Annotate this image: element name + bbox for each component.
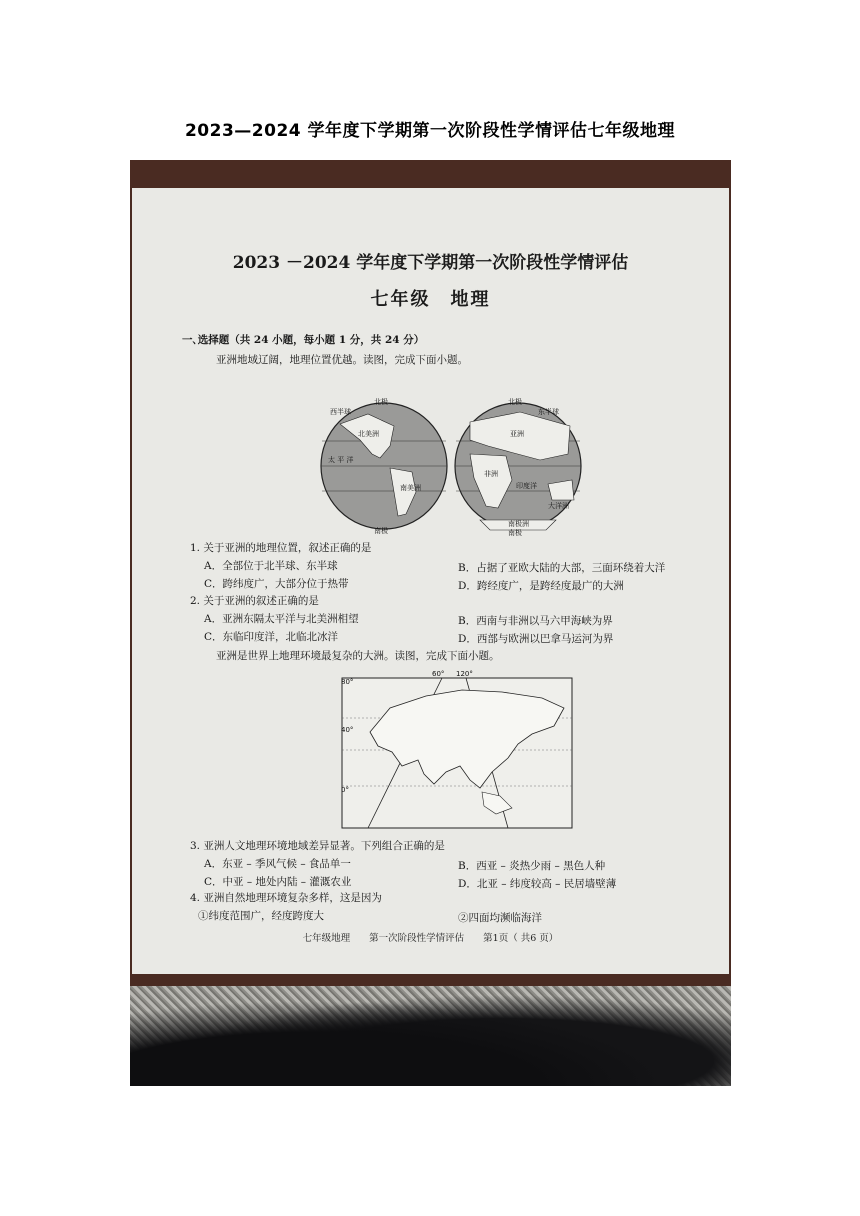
paper-title-line1: 2023 －2024 学年度下学期第一次阶段性学情评估 xyxy=(232,253,629,273)
document-title: 2023—2024 学年度下学期第一次阶段性学情评估七年级地理 xyxy=(184,121,676,141)
q2-stem: 2. 关于亚洲的叙述正确的是 xyxy=(190,595,319,607)
q1-option-b: B．占据了亚欧大陆的大部，三面环绕着大洋 xyxy=(458,562,666,574)
hemispheres-map xyxy=(320,396,586,536)
map1-label-pacific: 太 平 洋 xyxy=(328,456,354,464)
q4-statement-1: ①纬度范围广，经度跨度大 xyxy=(198,910,324,922)
q1-option-a: A．全部位于北半球、东半球 xyxy=(204,560,338,572)
map1-label-north-pole-left: 北极 xyxy=(374,398,388,406)
map1-label-north-america: 北美洲 xyxy=(358,430,379,438)
map1-label-south-pole-left: 南极 xyxy=(374,527,388,535)
map2-label-lon120: 120° xyxy=(456,670,473,678)
map1-label-indian-ocean: 印度洋 xyxy=(516,482,537,490)
intro-text-2: 亚洲是世界上地理环境最复杂的大洲。读图，完成下面小题。 xyxy=(216,650,500,662)
map2-label-lat80: 80° xyxy=(341,678,354,686)
map1-label-oceania: 大洋洲 xyxy=(548,502,569,510)
q1-option-d: D．跨经度广，是跨经度最广的大洲 xyxy=(458,580,624,592)
map1-label-asia: 亚洲 xyxy=(510,430,524,438)
map1-label-south-america: 南美洲 xyxy=(400,484,421,492)
asia-map xyxy=(342,668,572,828)
q1-option-c: C．跨纬度广，大部分位于热带 xyxy=(204,578,349,590)
q4-stem: 4. 亚洲自然地理环境复杂多样，这是因为 xyxy=(190,892,382,904)
q2-option-a: A．亚洲东隔太平洋与北美洲相望 xyxy=(204,613,359,625)
map1-label-antarctica: 南极洲 xyxy=(508,520,529,528)
q2-option-c: C．东临印度洋，北临北冰洋 xyxy=(204,631,339,643)
paper-title-line2: 七年级 地理 xyxy=(370,289,491,310)
map2-label-lat0: 0° xyxy=(341,786,349,794)
map2-label-lon60: 60° xyxy=(432,670,445,678)
exam-paper xyxy=(132,188,729,974)
map2-label-lat40: 40° xyxy=(341,726,354,734)
q3-option-d: D．北亚 – 纬度较高 – 民居墙壁薄 xyxy=(458,878,617,890)
map1-label-africa: 非洲 xyxy=(484,470,498,478)
intro-text-1: 亚洲地域辽阔，地理位置优越。读图，完成下面小题。 xyxy=(216,354,468,366)
q3-option-a: A．东亚 – 季风气候 – 食品单一 xyxy=(204,858,351,870)
q1-stem: 1. 关于亚洲的地理位置，叙述正确的是 xyxy=(190,542,372,554)
map1-label-south-pole-right: 南极 xyxy=(508,529,522,537)
map1-label-west-hemisphere: 西半球 xyxy=(330,408,351,416)
q4-statement-2: ②四面均濒临海洋 xyxy=(458,912,542,924)
q3-option-c: C．中亚 – 地处内陆 – 灌溉农业 xyxy=(204,876,352,888)
map1-label-north-pole-right: 北极 xyxy=(508,398,522,406)
section-heading: 一､选择题（共 24 小题，每小题 1 分，共 24 分） xyxy=(182,334,425,346)
q2-option-d: D．西部与欧洲以巴拿马运河为界 xyxy=(458,633,614,645)
exam-photo xyxy=(130,160,731,1086)
q3-stem: 3. 亚洲人文地理环境地域差异显著。下列组合正确的是 xyxy=(190,840,445,852)
q3-option-b: B．西亚 – 炎热少雨 – 黑色人种 xyxy=(458,860,606,872)
page-footer: 七年级地理 第一次阶段性学情评估 第1页（ 共6 页） xyxy=(302,933,559,944)
map1-label-east-hemisphere: 东半球 xyxy=(538,408,559,416)
dark-fabric-foreground xyxy=(130,986,731,1086)
q2-option-b: B．西南与非洲以马六甲海峡为界 xyxy=(458,615,613,627)
